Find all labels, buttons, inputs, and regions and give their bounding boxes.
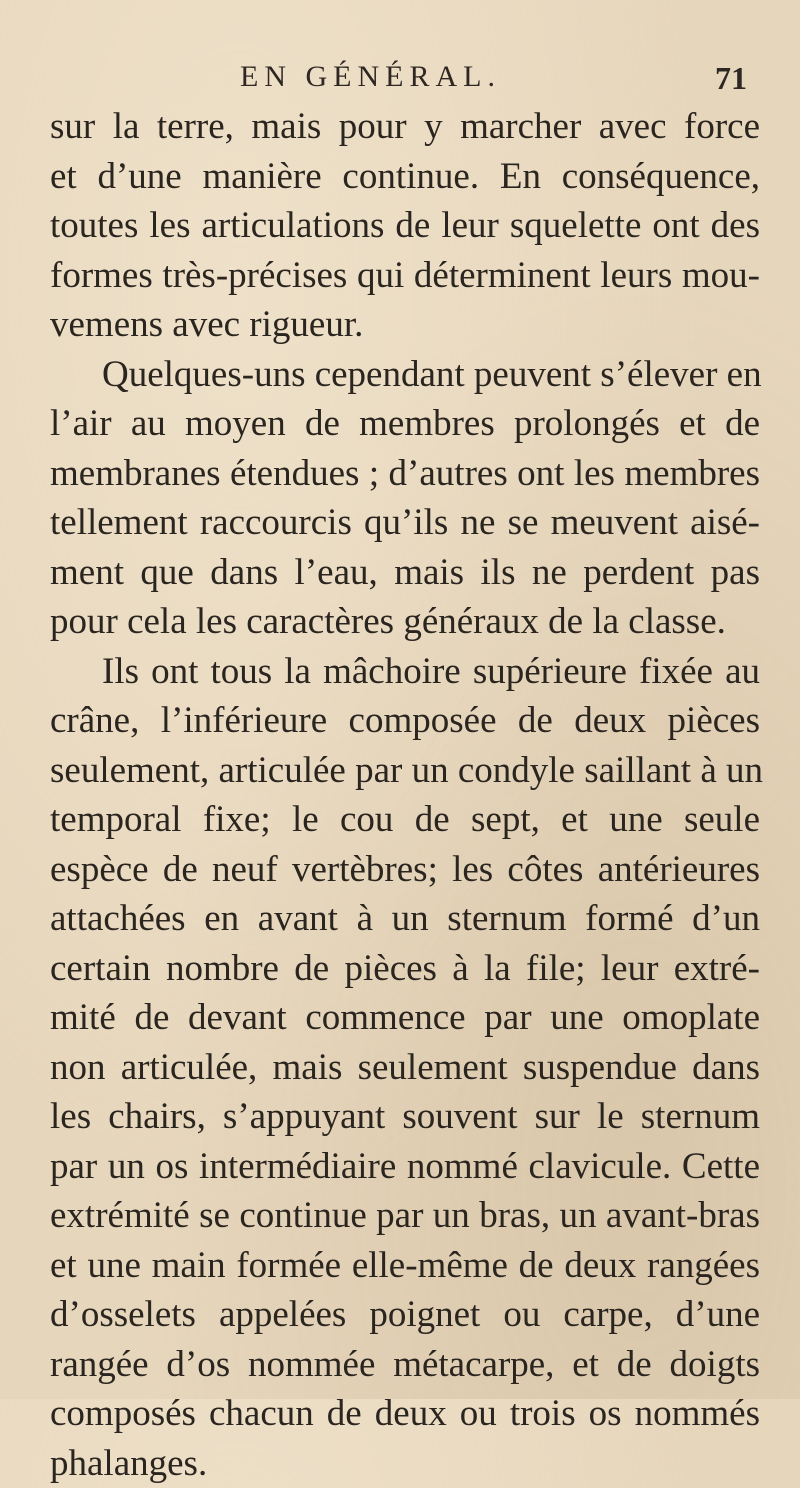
text-line: les chairs, s’appuyant souvent sur le sternum — [50, 1092, 760, 1142]
text-line: temporal fixe; le cou de sept, et une seule — [50, 795, 760, 845]
text-line: formes très-précises qui déterminent leurs mou- — [50, 251, 760, 301]
paragraph-2 — [50, 350, 760, 647]
text-line: certain nombre de pièces à la file; leur extré- — [50, 944, 760, 994]
text-line: crâne, l’inférieure composée de deux pièces — [50, 696, 760, 746]
text-line: toutes les articulations de leur squelette ont des — [50, 201, 760, 251]
text-line: extrémité se continue par un bras, un avant-bras — [50, 1191, 760, 1241]
text-line: l’air au moyen de membres prolongés et de — [50, 399, 760, 449]
text-line: sur la terre, mais pour y marcher avec force — [50, 102, 760, 152]
text-line: seulement, articulée par un condyle saillant à un — [50, 746, 760, 796]
text-line: et d’une manière continue. En conséquence, — [50, 152, 760, 202]
text-line: et une main formée elle-même de deux rangées — [50, 1241, 760, 1291]
running-title: EN GÉNÉRAL. — [240, 60, 501, 94]
text-line: attachées en avant à un sternum formé d’un — [50, 894, 760, 944]
text-line: ment que dans l’eau, mais ils ne perdent pas — [50, 548, 760, 598]
body-text — [50, 102, 760, 1488]
text-line: tellement raccourcis qu’ils ne se meuvent aisé- — [50, 498, 760, 548]
page-number: 71 — [715, 60, 747, 97]
text-line: mité de devant commence par une omoplate — [50, 993, 760, 1043]
text-line: membranes étendues ; d’autres ont les membres — [50, 449, 760, 499]
text-line: Quelques-uns cependant peuvent s’élever en — [50, 350, 760, 400]
text-line: Ils ont tous la mâchoire supérieure fixée au — [50, 647, 760, 697]
text-line: pour cela les caractères généraux de la classe. — [50, 597, 760, 647]
text-line: d’osselets appelées poignet ou carpe, d’une — [50, 1290, 760, 1340]
paragraph-3 — [50, 647, 760, 1488]
text-line: phalanges. — [50, 1439, 760, 1488]
paragraph-1 — [50, 102, 760, 350]
text-line: rangée d’os nommée métacarpe, et de doigts — [50, 1340, 760, 1390]
text-line: par un os intermédiaire nommé clavicule. Cette — [50, 1142, 760, 1192]
text-line: non articulée, mais seulement suspendue dans — [50, 1043, 760, 1093]
text-line: composés chacun de deux ou trois os nommés — [50, 1389, 760, 1439]
text-line: vemens avec rigueur. — [50, 300, 760, 350]
text-line: espèce de neuf vertèbres; les côtes antérieures — [50, 845, 760, 895]
